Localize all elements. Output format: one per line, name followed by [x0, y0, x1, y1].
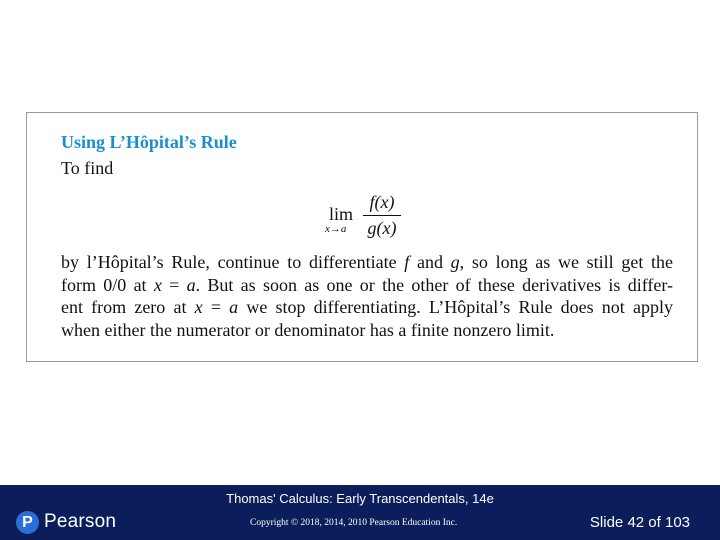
pearson-logo-icon: P: [16, 511, 39, 534]
body-line-1: by l’Hôpital’s Rule, continue to differentiate f and g, so long as we still get the: [61, 252, 674, 272]
body-line-3: ent from zero at x = a we stop differentiating. L’Hôpital’s Rule does not apply: [61, 297, 673, 317]
book-title: Thomas' Calculus: Early Transcendentals, 14e: [226, 491, 494, 506]
rule-box: [26, 112, 698, 362]
slide-number: Slide 42 of 103: [589, 514, 690, 531]
lim-subscript: x→a: [325, 223, 347, 235]
fraction-bar: [363, 215, 401, 216]
denominator: g(x): [367, 218, 397, 238]
copyright-notice: Copyright © 2018, 2014, 2010 Pearson Education Inc.: [250, 518, 458, 528]
body-line-2: form 0/0 at x = a. But as soon as one or the other of these derivatives is differ-: [61, 274, 673, 295]
lim-operator: lim: [329, 204, 354, 224]
numerator: f(x): [369, 192, 395, 212]
body-line-4: when either the numerator or denominator has a finite nonzero limit.: [61, 319, 555, 340]
fraction: [363, 191, 401, 239]
pearson-logo-text: Pearson: [44, 511, 117, 532]
limit-formula: [323, 191, 413, 241]
rule-title: Using L’Hôpital’s Rule: [61, 132, 237, 152]
rule-intro: To find: [61, 158, 114, 178]
footer-bar: [0, 485, 720, 540]
rule-body: [61, 251, 673, 341]
